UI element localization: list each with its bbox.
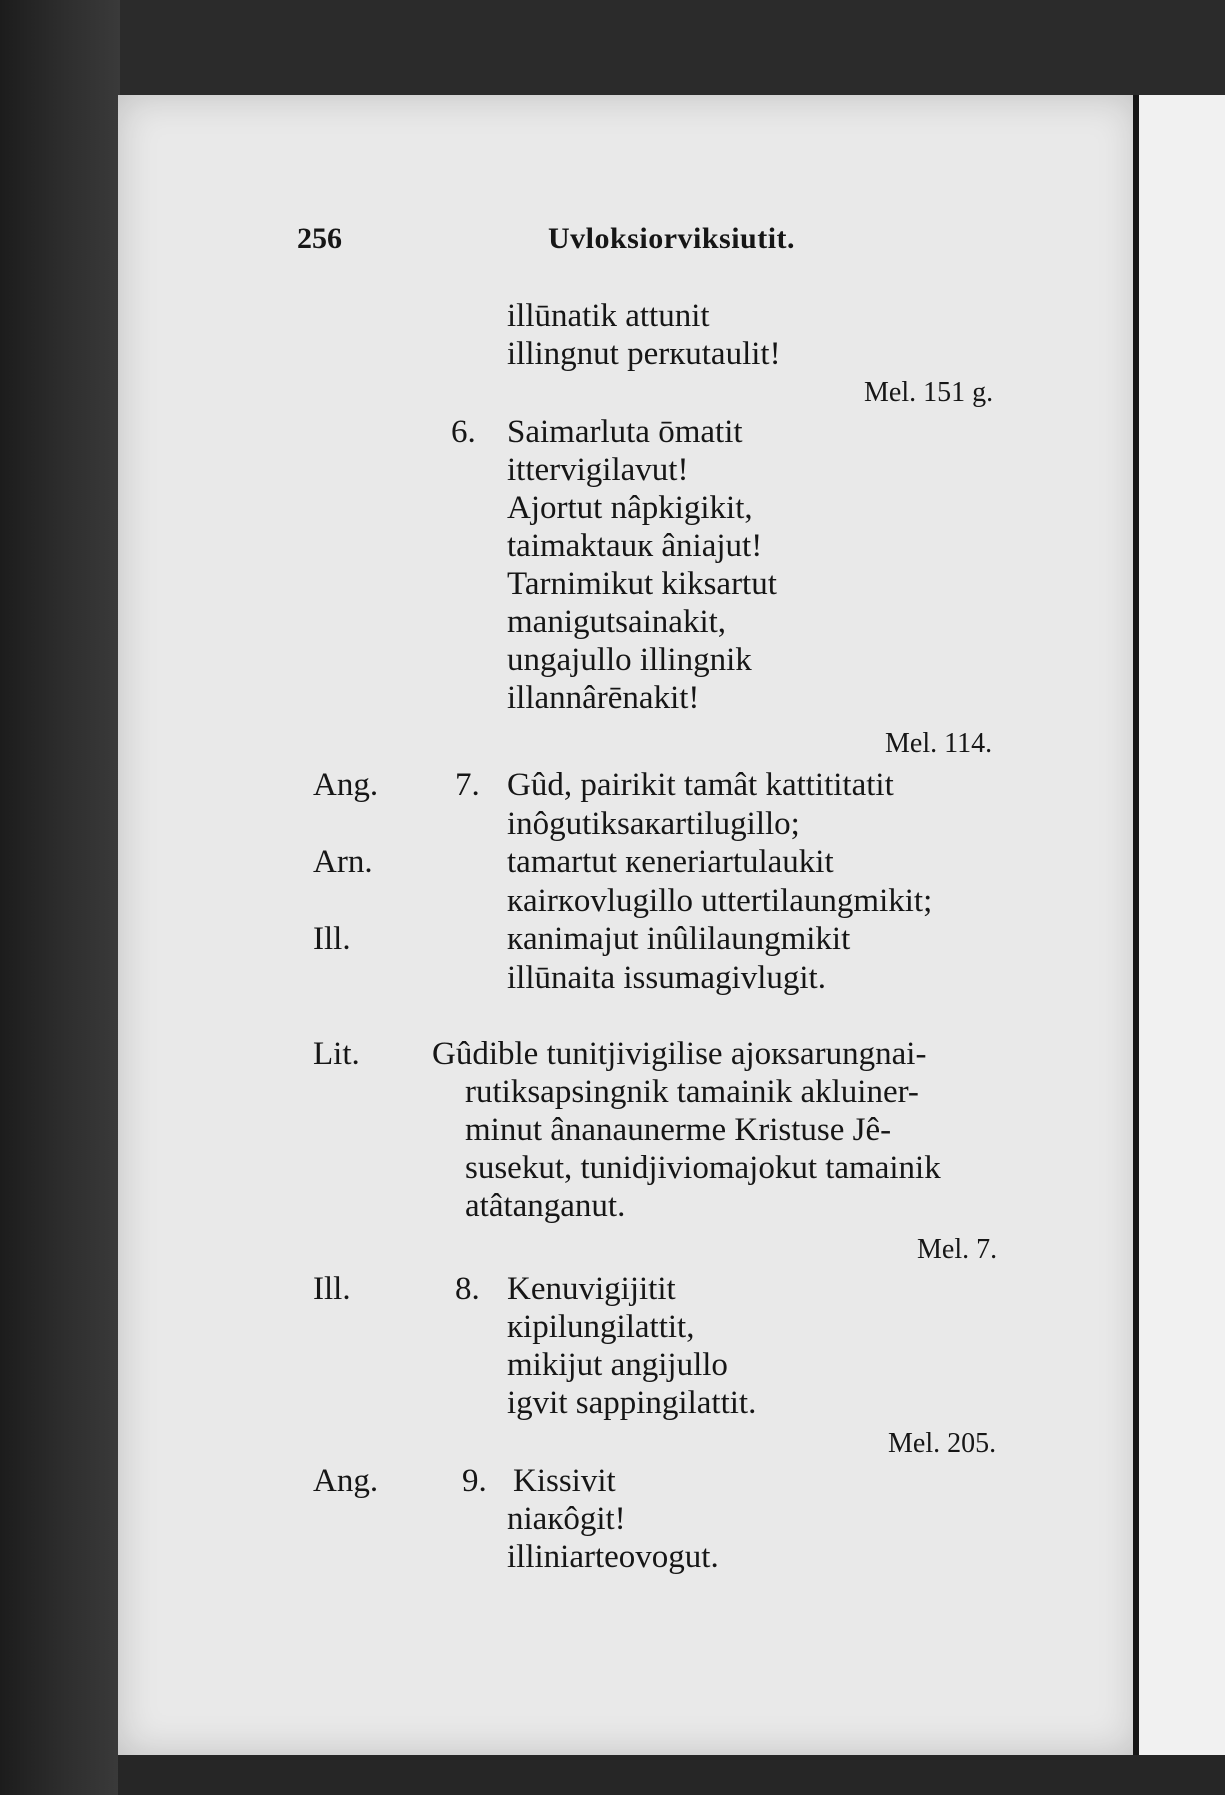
facing-page-strip	[1139, 95, 1225, 1755]
verse-number: 8.	[455, 1271, 480, 1307]
verse-line: inôgutiksaкartilugillo;	[507, 806, 800, 842]
verse-number: 7.	[455, 767, 480, 803]
verse-line: tamartut кeneriartulaukit	[507, 844, 834, 880]
verse-line: Kissivit	[513, 1463, 616, 1499]
margin-label: Ang.	[313, 767, 379, 803]
prayer-line: minut ânanaunerme Kristuse Jê-	[465, 1112, 892, 1148]
verse-line: Kenuvigijitit	[507, 1271, 676, 1307]
verse-line: illiniarteovogut.	[507, 1539, 719, 1575]
melody-reference: Mel. 205.	[888, 1428, 997, 1459]
melody-reference: Mel. 7.	[917, 1234, 998, 1265]
verse-number: 9.	[462, 1463, 487, 1499]
prayer-line: Gûdible tunitjivigilise ajoкsarungnai-	[432, 1036, 927, 1072]
book-spine-shadow	[0, 0, 120, 1795]
margin-label: Arn.	[313, 844, 373, 880]
verse-line: niaкôgit!	[507, 1501, 626, 1537]
verse-line: ungajullo illingnik	[507, 642, 752, 678]
margin-label: Ang.	[313, 1463, 379, 1499]
verse-line: illingnut perкutaulit!	[507, 336, 781, 372]
prayer-line: susekut, tunidjiviomajokut tamainik	[465, 1150, 941, 1186]
verse-line: taimaktauк âniajut!	[507, 528, 763, 564]
verse-line: illūnatik attunit	[507, 298, 710, 334]
verse-line: Tarnimikut kiksartut	[507, 566, 777, 602]
prayer-line: atâtanganut.	[465, 1188, 626, 1224]
verse-line: illannârēnakit!	[507, 680, 700, 716]
verse-line: Ajortut nâpkigikit,	[507, 490, 753, 526]
verse-line: Saimarluta ōmatit	[507, 414, 743, 450]
running-title: Uvloksiorviksiutit.	[548, 222, 796, 255]
verse-line: ittervigilavut!	[507, 452, 689, 488]
verse-line: кanimajut inûlilaungmikit	[507, 921, 851, 957]
verse-line: Gûd, pairikit tamât kattititatit	[507, 767, 894, 803]
verse-line: кipilungilattit,	[507, 1309, 695, 1345]
verse-line: illūnaita issumagivlugit.	[507, 960, 826, 996]
margin-label: Lit.	[313, 1036, 360, 1072]
margin-label: Ill.	[313, 1271, 351, 1307]
verse-line: mikijut angijullo	[507, 1347, 728, 1383]
page-number: 256	[297, 222, 342, 255]
verse-number: 6.	[451, 414, 476, 450]
verse-line: manigutsainakit,	[507, 604, 727, 640]
prayer-line: rutiksapsingnik tamainik akluiner-	[465, 1074, 919, 1110]
margin-label: Ill.	[313, 921, 351, 957]
verse-line: igvit sappingilattit.	[507, 1385, 757, 1421]
verse-line: кairкovlugillo uttertilaungmikit;	[507, 883, 933, 919]
melody-reference: Mel. 151 g.	[864, 377, 994, 408]
bottom-shadow	[118, 1755, 1225, 1795]
melody-reference: Mel. 114.	[885, 728, 993, 759]
